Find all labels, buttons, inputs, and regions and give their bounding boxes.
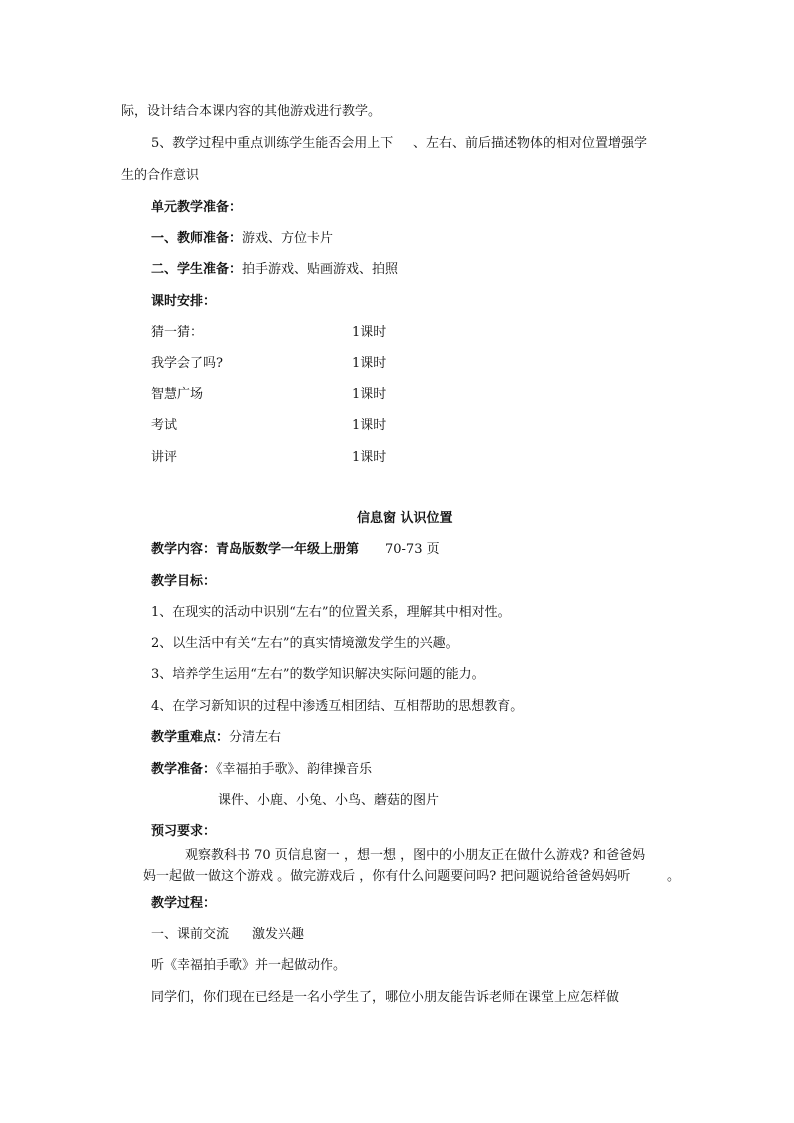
goals-heading: 教学目标： <box>151 574 217 589</box>
preview-line-2: 妈一起做一做这个游戏 。做完游戏后 ，你有什么问题要问吗? 把问题说给爸爸妈妈听 <box>143 869 631 884</box>
prep-label: 教学准备： <box>151 762 217 777</box>
goal-item: 1、在现实的活动中识别“左右”的位置关系，理解其中相对性。 <box>151 605 511 620</box>
schedule-row-hours: 1课时 <box>352 418 387 433</box>
preview-heading: 预习要求： <box>151 824 217 839</box>
teacher-prep-value: 游戏、方位卡片 <box>242 231 334 246</box>
process-heading: 教学过程： <box>151 896 217 911</box>
intro-line-3: 生的合作意识 <box>121 168 200 183</box>
intro-line-2a: 5、教学过程中重点训练学生能否会用上下 <box>151 136 394 151</box>
content-value: 青岛版数学一年级上册第 <box>216 542 360 557</box>
student-prep-value: 拍手游戏、贴画游戏、拍照 <box>242 262 399 277</box>
step1-title-b: 激发兴趣 <box>252 927 305 942</box>
unit-prep-heading: 单元教学准备： <box>151 200 243 215</box>
key-points <box>151 728 281 748</box>
lesson-prep <box>151 760 372 780</box>
intro-line-2b: 、左右、前后描述物体的相对位置增强学 <box>413 136 648 151</box>
schedule-row-hours: 1课时 <box>352 450 387 465</box>
key-label: 教学重难点： <box>151 730 230 745</box>
preview-line-1: 观察教科书 70 页信息窗一 ，想一想 ，图中的小朋友正在做什么游戏? 和爸爸妈 <box>185 848 646 863</box>
preview-end: 。 <box>667 869 681 884</box>
schedule-row-hours: 1课时 <box>352 356 387 371</box>
student-prep <box>151 260 398 280</box>
content-pages: 70-73 页 <box>385 542 440 557</box>
schedule-row-name: 我学会了吗? <box>151 356 223 371</box>
goal-item: 2、以生活中有关“左右”的真实情境激发学生的兴趣。 <box>151 636 459 651</box>
lesson-title: 信息窗 认识位置 <box>357 511 453 526</box>
goal-item: 3、培养学生运用“左右”的数学知识解决实际问题的能力。 <box>151 667 485 682</box>
schedule-heading: 课时安排： <box>151 294 217 309</box>
prep-value-2: 课件、小鹿、小兔、小鸟、蘑菇的图片 <box>218 793 440 808</box>
schedule-row-name: 考试 <box>151 418 178 433</box>
lesson-content <box>151 540 359 560</box>
goal-item: 4、在学习新知识的过程中渗透互相团结、互相帮助的思想教育。 <box>151 699 524 714</box>
schedule-row <box>151 323 203 343</box>
step1-line-2: 同学们，你们现在已经是一名小学生了，哪位小朋友能告诉老师在课堂上应怎样做 <box>151 990 620 1005</box>
intro-line-1: 际，设计结合本课内容的其他游戏进行教学。 <box>121 104 382 119</box>
teacher-prep-label: 一、教师准备： <box>151 231 243 246</box>
key-value: 分清左右 <box>229 730 282 745</box>
step1-line-1: 听《幸福拍手歌》并一起做动作。 <box>151 958 347 973</box>
content-label: 教学内容： <box>151 542 217 557</box>
schedule-row-name: 猜一猜： <box>151 325 204 340</box>
schedule-row-hours: 1课时 <box>352 325 387 340</box>
step1-title-a: 一、课前交流 <box>151 927 230 942</box>
prep-value: 《幸福拍手歌》、韵律操音乐 <box>216 762 373 777</box>
schedule-row-hours: 1课时 <box>352 387 387 402</box>
schedule-row-name: 智慧广场 <box>151 387 204 402</box>
schedule-row-name: 讲评 <box>151 450 178 465</box>
teacher-prep <box>151 229 333 249</box>
student-prep-label: 二、学生准备： <box>151 262 243 277</box>
